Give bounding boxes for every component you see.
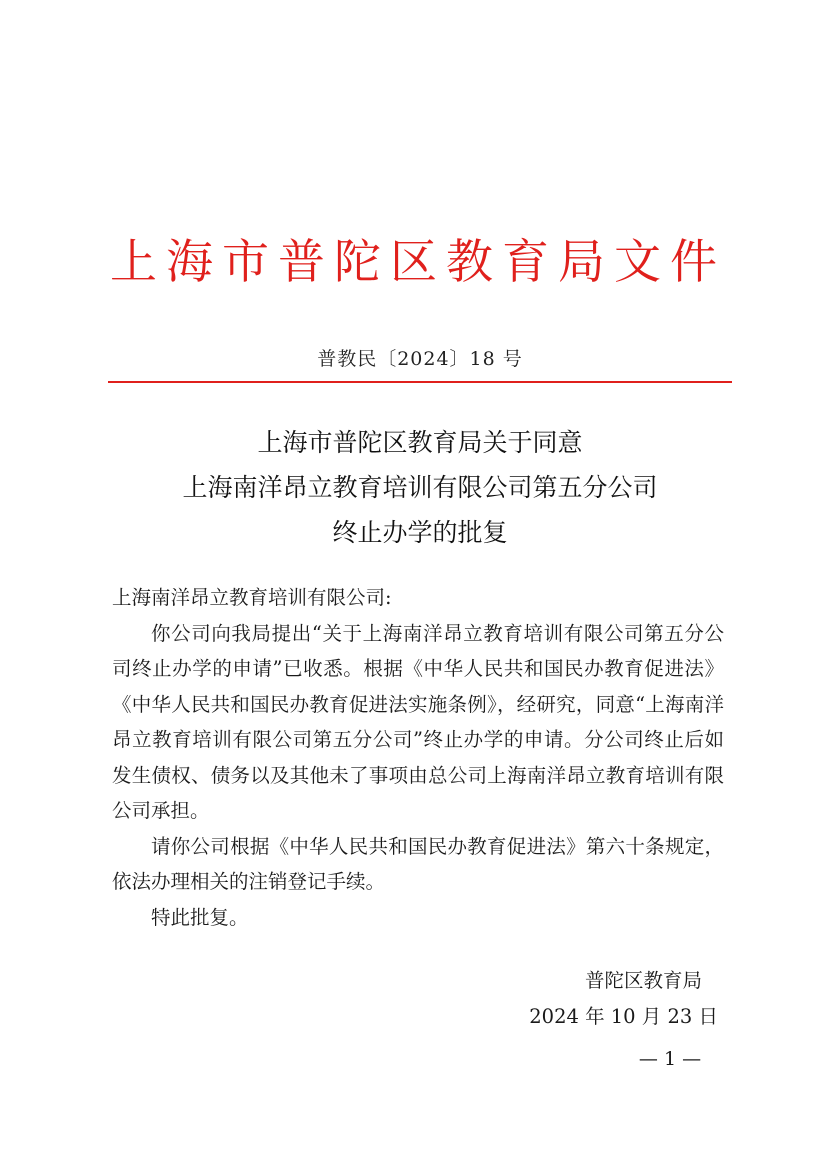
body-paragraph-2: 请你公司根据《中华人民共和国民办教育促进法》第六十条规定，依法办理相关的注销登记手续。 [112, 834, 724, 893]
main-title-line-1: 上海市普陀区教育局关于同意 [257, 428, 583, 457]
document-number: 普教民〔2024〕18 号 [317, 348, 523, 370]
main-title-line-3: 终止办学的批复 [332, 518, 508, 547]
signature-date: 2024 年 10 月 23 日 [529, 1004, 718, 1028]
main-title [80, 420, 760, 555]
page-number: — 1 — [638, 1048, 702, 1070]
document-header-title: 上海市普陀区教育局文件 [110, 235, 726, 290]
main-title-line-2: 上海南洋昂立教育培训有限公司第五分公司 [182, 473, 658, 502]
body-paragraph-1: 你公司向我局提出“关于上海南洋昂立教育培训有限公司第五分公司终止办学的申请”已收悉。根据《中华人民共和国民办教育促进法》《中华人民共和国民办教育促进法实施条例》，经研究，同意“上海南洋昂立教育培训有限公司第五分公司”终止办学的申请。分公司终止后如发生债权、债务以及其他未了事项由总公司上海南洋昂立教育培训有限公司承担。 [112, 621, 724, 822]
document-body [112, 580, 724, 935]
signature-organization: 普陀区教育局 [584, 969, 702, 992]
salutation: 上海南洋昂立教育培训有限公司: [112, 586, 392, 609]
signature-block [529, 963, 718, 1034]
body-paragraph-3: 特此批复。 [151, 905, 249, 929]
header-red-divider [108, 381, 732, 383]
